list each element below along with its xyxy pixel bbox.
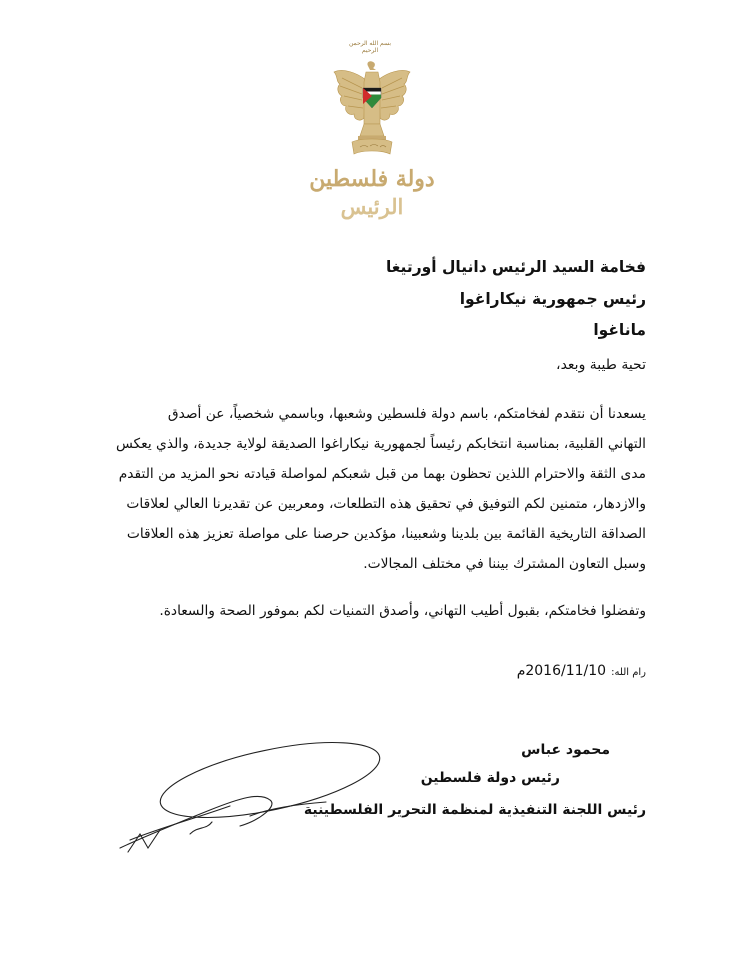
basmala-text: بسم الله الرحمن الرحيم bbox=[348, 40, 392, 54]
date-value: 2016/11/10م bbox=[516, 663, 607, 679]
addressee-line-2: رئيس جمهورية نيكاراغوا bbox=[459, 290, 646, 308]
greeting-text: تحية طيبة وبعد، bbox=[556, 357, 646, 373]
body-line: مدى الثقة والاحترام اللذين تحظون بهما من قبل شعبكم لمواصلة قيادته نحو المزيد من التقدم bbox=[118, 466, 646, 482]
signatory-name: محمود عباس bbox=[521, 742, 610, 758]
closing-text: وتفضلوا فخامتكم، بقبول أطيب التهاني، وأصدق التمنيات لكم بموفور الصحة والسعادة. bbox=[159, 603, 646, 619]
letter-body bbox=[86, 399, 646, 579]
addressee-line-3: ماناغوا bbox=[593, 321, 646, 339]
body-line: والازدهار، متمنين لكم التوفيق في تحقيق هذه التطلعات، ومعربين عن تقديرنا العالي لعلاقات bbox=[126, 496, 646, 512]
date-line bbox=[517, 660, 646, 679]
addressee-line-1: فخامة السيد الرئيس دانيال أورتيغا bbox=[385, 258, 646, 276]
body-line: الصداقة التاريخية القائمة بين بلدينا وشعبينا، مؤكدين حرصنا على مواصلة تعزيز هذه العلاقات bbox=[126, 526, 646, 542]
palestine-eagle-emblem-icon bbox=[330, 58, 414, 168]
body-line: يسعدنا أن نتقدم لفخامتكم، باسم دولة فلسطين وشعبها، وباسمي شخصياً، عن أصدق bbox=[167, 406, 646, 422]
handwritten-signature-icon bbox=[90, 730, 390, 860]
body-line: التهاني القلبية، بمناسبة انتخابكم رئيساً لجمهورية نيكاراغوا الصديقة لولاية جديدة، والذي يعكس bbox=[115, 436, 646, 452]
body-line: وسبل التعاون المشترك بيننا في مختلف المجالات. bbox=[363, 556, 646, 572]
date-label: رام الله: bbox=[611, 667, 646, 678]
state-name-heading: دولة فلسطين bbox=[309, 166, 435, 192]
signatory-title-1: رئيس دولة فلسطين bbox=[420, 770, 560, 786]
signatory-title-2: رئيس اللجنة التنفيذية لمنظمة التحرير الفلسطينية bbox=[303, 802, 646, 818]
president-title-heading: الرئيس bbox=[340, 194, 404, 219]
eagle-emblem-svg bbox=[330, 58, 414, 168]
